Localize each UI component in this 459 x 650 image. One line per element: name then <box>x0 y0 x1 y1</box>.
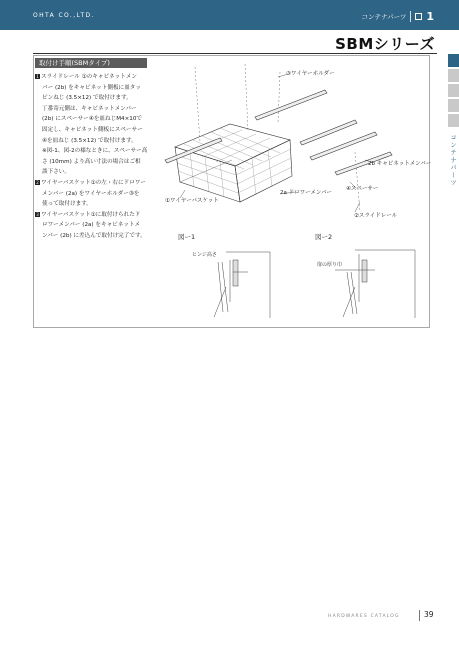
figure-2 <box>315 232 425 322</box>
header-bar <box>0 0 459 30</box>
step-line: ※図-1、図-2の様なときに、スペーサー高 <box>42 148 148 155</box>
step-line: ピンねじ (3.5×12) で取付けます。 <box>42 95 132 102</box>
figure-note: 扉の厚り巾 <box>317 262 343 268</box>
label-cabinet-member: 2b キャビネットメンバー <box>368 161 432 167</box>
figure-caption: 図ー1 <box>178 233 196 241</box>
side-tabs <box>448 54 459 129</box>
section-label: コンテナパーツ <box>361 13 407 21</box>
side-tab <box>448 69 459 82</box>
step-line: ロワーメンバー (2a) をキャビネットメ <box>42 222 141 229</box>
step-line: 2 ワイヤーバスケット①の左・右にドロワー <box>36 179 146 186</box>
label-spacer: ④スペーサー <box>346 186 379 192</box>
steps-heading: 取付け手順(SBMタイプ) <box>35 58 147 68</box>
step-line: 1 スライドレール ①のキャビネットメン <box>36 74 137 80</box>
page-title: SBMシリーズ <box>335 35 435 53</box>
step-line: ④を皿ねじ (3.5×12) で取付けます。 <box>42 137 137 144</box>
side-tab-active <box>448 54 459 67</box>
square-icon <box>415 13 422 20</box>
figure-note: ヒンジ高さ <box>192 252 217 258</box>
section-divider <box>410 11 411 22</box>
page-number-divider <box>419 610 420 621</box>
step-number: 1 <box>36 74 39 79</box>
step-number: 2 <box>36 179 39 185</box>
side-tab <box>448 84 459 97</box>
section-indicator <box>361 10 434 23</box>
figure-1 <box>178 232 288 322</box>
step-number: 3 <box>36 211 39 217</box>
figure-2-drawing <box>315 232 425 322</box>
page-number: 39 <box>424 610 434 619</box>
side-tab <box>448 99 459 112</box>
step-line: 固定し、キャビネット側板にスペーサー <box>42 126 143 133</box>
assembly-diagram <box>160 62 430 227</box>
side-section-label: コンテナパーツ <box>449 134 457 187</box>
step-line: バー (2b) をキャビネット側板に皿タッ <box>42 84 141 91</box>
footer-catalog: HARDWARES CATALOG <box>328 614 400 619</box>
step-line: メンバー (2a) をワイヤーホルダー③を <box>42 190 140 197</box>
label-drawer-member: 2a ドロワーメンバー <box>280 190 332 196</box>
step-line: さ (10mm) より高い寸法の場合はご相 <box>42 158 141 165</box>
section-number: 1 <box>426 10 434 23</box>
step-line: 3 ワイヤーバスケット①に取付けられたド <box>36 211 141 218</box>
step-line: ンバー (2b) に差込んで取付け完了です。 <box>42 232 146 239</box>
figure-1-drawing <box>178 232 288 322</box>
title-rule <box>33 53 437 54</box>
label-slide-rail: ②スライドレール <box>354 213 398 219</box>
label-wire-basket: ①ワイヤーバスケット <box>165 198 219 204</box>
step-line: 丁番寄元側は、キャビネットメンバー <box>42 105 137 112</box>
step-line: 使って取付けます。 <box>42 201 92 208</box>
label-wire-holder: ③ワイヤーホルダー <box>286 71 335 77</box>
step-line: (2b) にスペーサー④を皿ねじM4×10で <box>42 116 142 123</box>
step-line: 談下さい。 <box>42 169 70 176</box>
side-tab <box>448 114 459 127</box>
brand-name: OHTA CO.,LTD. <box>33 12 95 19</box>
installation-steps <box>35 72 151 242</box>
figure-caption: 図ー2 <box>315 233 333 241</box>
